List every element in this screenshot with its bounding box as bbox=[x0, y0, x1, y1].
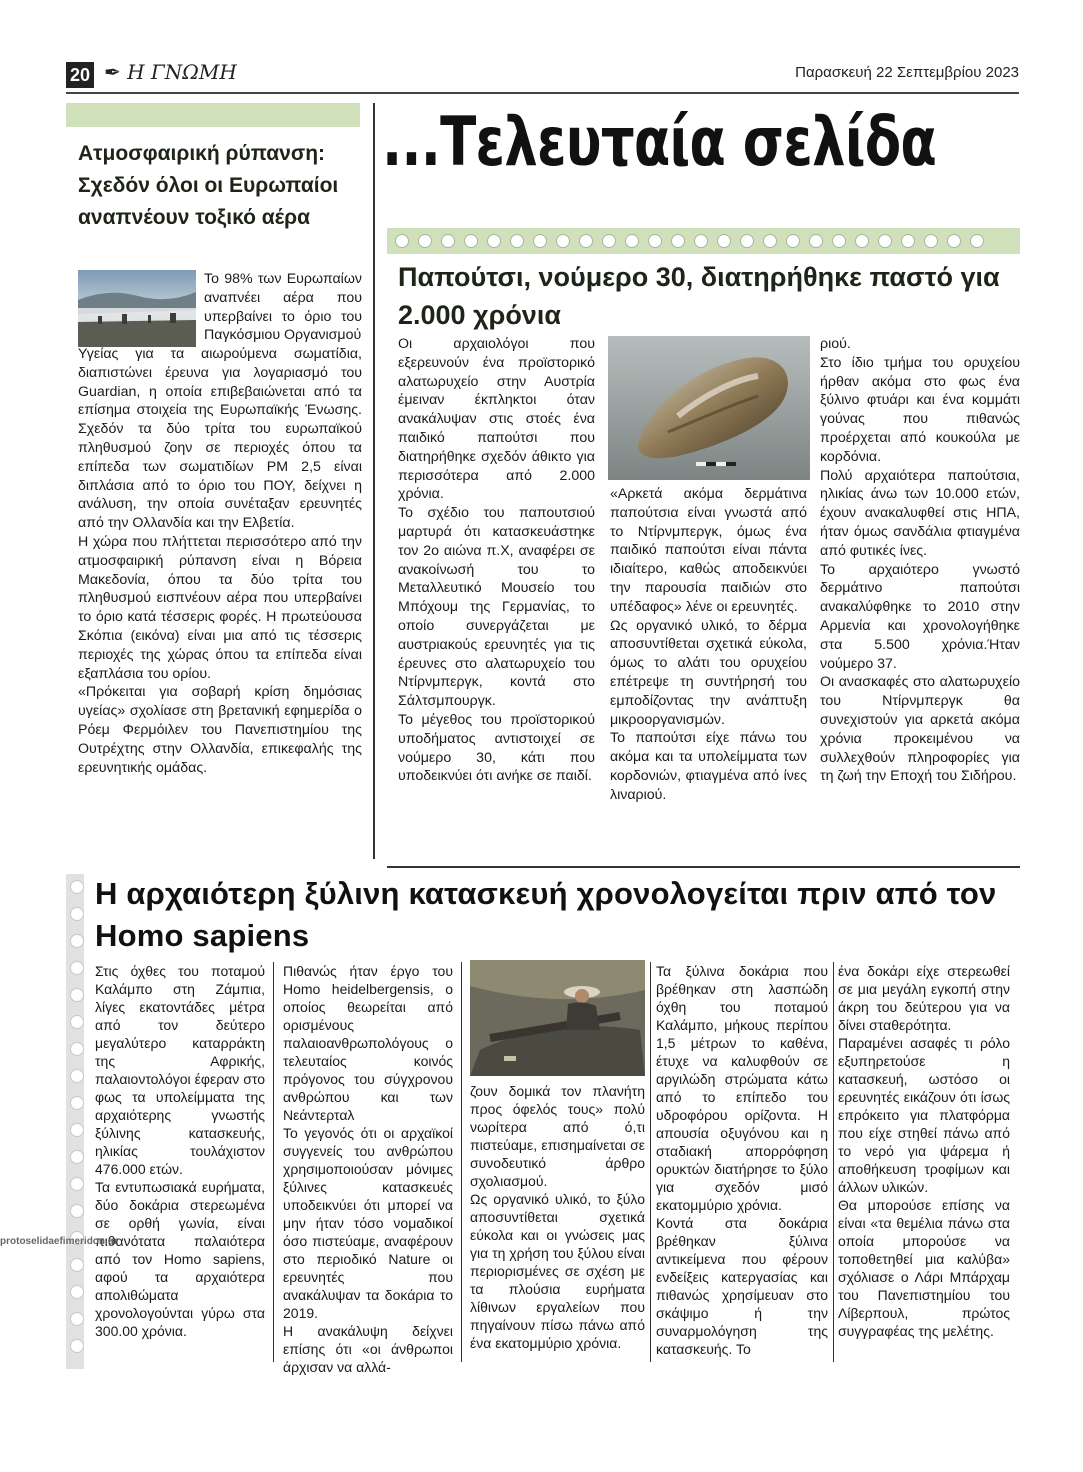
decorative-dot bbox=[70, 1150, 84, 1164]
decorative-dot bbox=[70, 1339, 84, 1353]
column-rule bbox=[273, 962, 274, 1362]
decorative-dot bbox=[901, 234, 915, 248]
city-smog-image bbox=[78, 270, 196, 347]
decorative-dot bbox=[947, 234, 961, 248]
decorative-dot bbox=[579, 234, 593, 248]
decorative-dot bbox=[70, 961, 84, 975]
article-left-body bbox=[78, 345, 362, 777]
decorative-dot bbox=[70, 1042, 84, 1056]
decorative-dot bbox=[441, 234, 455, 248]
decorative-dot bbox=[556, 234, 570, 248]
ancient-shoe-image bbox=[608, 336, 810, 480]
article-left-paragraph: Υγείας για τα αιωρούμενα σωματίδια, διαπιστώνει έρευνα για λογαριασμό του Guardian, η οποία επιβεβαιώνεται από τα επίσημα στοιχεία της Ευρωπαϊκής Ένωσης. Σχεδόν τα δύο τρίτα του ευρωπαϊκού πληθυσμού ζοην σε περιοχές όπου τα επίπεδα των σωματιδίων PM 2,5 είναι διπλάσια από το όριο του ΠΟΥ, δείχνει η ανάλυση, την οποία συνέταξαν ερευνητές από την Ολλανδία και την Ελβετία. bbox=[78, 346, 362, 532]
decorative-dot bbox=[878, 234, 892, 248]
column-rule bbox=[833, 962, 834, 1362]
decorative-dot bbox=[648, 234, 662, 248]
shoe-photo bbox=[608, 336, 810, 480]
article-left-paragraph: Η χώρα που πλήττεται περισσότερο από την ατμοσφαιρική ρύπανση είναι η Βόρεια Μακεδονία, όπου τα δύο τρίτα του πληθυσμού εισπνέουν αέρα που υπερβαίνει το όριο κατά τέσσερις φορές. Η πρωτεύουσα Σκόπια (εικόνα) είναι μια από τις τέσσερις περιοχές της χώρας όπου τα επίπεδα είναι εξαπλάσια του ορίου. bbox=[78, 533, 362, 682]
decorative-dot bbox=[832, 234, 846, 248]
decorative-dot-strip bbox=[66, 874, 84, 1369]
article-mid-paragraph: Οι ανασκαφές στο αλατωρυχείο του Ντίρνμπεργκ θα συνεχιστούν για αρκετά ακόμα χρόνια προκειμένου να συλλεχθούν πληροφορίες για τη ζωή την Εποχή του Σιδήρου. bbox=[820, 674, 1020, 785]
decorative-dot bbox=[70, 1312, 84, 1326]
newspaper-name: Η ΓΝΩΜΗ bbox=[127, 60, 237, 84]
decorative-dot bbox=[625, 234, 639, 248]
article-mid-paragraph: «Αρκετά ακόμα δερμάτινα παπούτσια είναι γνωστά από το Ντίρνμπεργκ, όμως ένα παιδικό παπούτσι είναι πάντα ιδιαίτερο, καθώς αποδεικνύει την παρουσία παιδιών στο υπέδαφος» λένε οι ερευνητές. bbox=[610, 486, 807, 615]
decorative-dot bbox=[464, 234, 478, 248]
article-mid-paragraph: Το παπούτσι είχε πάνω του ακόμα και τα υπολείμματα των κορδονιών, φτιαγμένα από ίνες λιναριού. bbox=[610, 730, 807, 803]
skopje-smog-photo bbox=[78, 270, 196, 347]
decorative-dot bbox=[671, 234, 685, 248]
decorative-dot bbox=[70, 880, 84, 894]
decorative-dot bbox=[533, 234, 547, 248]
excavation-photo bbox=[470, 960, 645, 1076]
decorative-dot bbox=[70, 907, 84, 921]
decorative-dot bbox=[763, 234, 777, 248]
decorative-dot bbox=[602, 234, 616, 248]
article-bottom-column-1: Στις όχθες του ποταμού Καλάμπο στη Ζάμπια, λίγες εκατοντάδες μέτρα από τον δεύτερο μεγαλύτερο καταρράκτη της Αφρικής, παλαιοντολόγοι έφεραν στο φως τα υπολείμματα της αρχαιότερης γνωστής ξύλινης κατασκευής, ηλικίας τουλάχιστον 476.000 ετών. Τα εντυπωσιακά ευρήματα, δύο δοκάρια στερεωμένα σε ορθή γωνία, είναι πιθανότατα παλαιότερα από τον Homo sapiens, αφού τα αρχαιότερα απολιθώματα χρονολογούνται γύρω στα 300.00 χρόνια. bbox=[95, 963, 265, 1339]
column-rule-left bbox=[373, 103, 375, 859]
decorative-dot bbox=[70, 1015, 84, 1029]
decorative-dot bbox=[70, 1204, 84, 1218]
decorative-dot bbox=[70, 1096, 84, 1110]
decorative-dot bbox=[70, 1123, 84, 1137]
watermark-text: protoselidaefimeridon.gr bbox=[0, 1236, 118, 1247]
decorative-dot bbox=[487, 234, 501, 248]
decorative-dot bbox=[924, 234, 938, 248]
decorative-dot bbox=[70, 1069, 84, 1083]
decorative-dot bbox=[786, 234, 800, 248]
article-mid-headline: Παπούτσι, νούμερο 30, διατηρήθηκε παστό για 2.000 χρόνια bbox=[398, 262, 1000, 330]
left-column-band bbox=[66, 103, 360, 127]
decorative-dot bbox=[855, 234, 869, 248]
decorative-dot bbox=[510, 234, 524, 248]
article-left-headline: Ατμοσφαιρική ρύπανση: Σχεδόν όλοι οι Ευρωπαίοι αναπνέουν τοξικό αέρα bbox=[78, 142, 339, 229]
article-mid-paragraph: Πολύ αρχαιότερα παπούτσια, ηλικίας άνω των 10.000 ετών, έχουν ανακαλυφθεί στις ΗΠΑ, ήταν όμως σανδάλια φτιαγμένα από φυτικές ίνες. bbox=[820, 467, 1020, 559]
decorative-dot bbox=[970, 234, 984, 248]
section-divider bbox=[387, 866, 1020, 868]
page-number: 20 bbox=[66, 62, 94, 88]
decorative-dot bbox=[395, 234, 409, 248]
decorative-dot bbox=[70, 988, 84, 1002]
article-mid-paragraph: Στο ίδιο τμήμα του ορυχείου ήρθαν ακόμα στο φως ένα ξύλινο φτυάρι και ένα κομμάτι γούνας που πιθανώς προέρχεται από κουκούλα με κορδόνια. bbox=[820, 354, 1020, 465]
decorative-dot bbox=[809, 234, 823, 248]
article-mid-paragraph: Το μέγεθος του προϊστορικού υποδήματος αντιστοιχεί σε νούμερο 30, κάτι που υποδεικνύει ότι ανήκε σε παιδί. bbox=[398, 711, 595, 785]
article-mid-column-2 bbox=[610, 485, 807, 805]
article-left-lead: Το 98% των Ευρωπαίων αναπνέει αέρα που υπερβαίνει το όριο του Παγκόσμιου Οργανισμού bbox=[204, 271, 362, 344]
article-bottom-column-2: Πιθανώς ήταν έργο του Homo heidelbergensis, ο οποίος θεωρείται από ορισμένους παλαιοανθρωπολόγους ο τελευταίος κοινός πρόγονος του σύγχρονου ανθρώπου και των Νεάντερταλ Το γεγονός ότι οι αρχαϊκοί συγγενείς του ανθρώπου χρησιμοποιούσαν μόνιμες ξύλινες κατασκευές υποδεικνύει ότι μπορεί να μην ήταν τόσο νομαδικοί όσο πιστεύαμε, αναφέρουν στο περιοδικό Nature οι ερευνητές που ανακάλυψαν τα δοκάρια το 2019. Η ανακάλυψη δείχνει επίσης ότι «οι άνθρωποι άρχισαν να αλλά- bbox=[283, 963, 453, 1375]
decorative-dot bbox=[717, 234, 731, 248]
archaeologist-image bbox=[470, 960, 645, 1076]
column-rule bbox=[650, 962, 651, 1362]
decorative-dot bbox=[70, 934, 84, 948]
decorative-dot bbox=[70, 1258, 84, 1272]
article-mid-paragraph: Το σχέδιο του παπουτσιού μαρτυρά ότι κατασκευάστηκε τον 2ο αιώνα π.Χ, αναφέρει σε ανακοίνωσή του το Μεταλλευτικό Μουσείο του Μπόχουμ της Γερμανίας, το οποίο συνεργάζεται με αυστριακούς ερευνητές για τις έρευνες στο αλατωρυχείο του Ντίρνμπεργκ, κοντά στο Σάλτσμπουργκ. bbox=[398, 505, 595, 710]
newspaper-logo bbox=[104, 60, 237, 84]
header-rule bbox=[66, 92, 1019, 94]
section-title: ...Τελευταία σελίδα bbox=[382, 103, 937, 182]
article-mid-paragraph: Οι αρχαιολόγοι που εξερευνούν ένα προϊστορικό αλατωρυχείο στην Αυστρία έμειναν έκπληκτοι όταν ανακάλυψαν στις στοές ένα παιδικό παπούτσι που διατηρήθηκε σχεδόν άθικτο για περισσότερα από 2.000 χρόνια. bbox=[398, 336, 595, 503]
decorative-dot-band bbox=[387, 228, 1020, 254]
article-mid-paragraph: ριού. bbox=[820, 336, 851, 352]
issue-date: Παρασκευή 22 Σεπτεμβρίου 2023 bbox=[795, 64, 1019, 81]
decorative-dot bbox=[418, 234, 432, 248]
article-bottom-column-5: ένα δοκάρι είχε στερεωθεί σε μια μεγάλη εγκοπή στην άκρη του δεύτερου για να δίνει σταθερότητα. Παραμένει ασαφές τι ρόλο εξυπηρετούσε η κατασκευή, ωστόσο οι ερευνητές εικάζουν ότι ίσως επρόκειτο για πλατφόρμα που είχε στηθεί πάνω από το νερό για ψάρεμα ή αποθήκευση τροφίμων και άλλων υλικών. Θα μπορούσε επίσης να είναι «τα θεμέλια πάνω στα οποία μπορούσε να τοποθετηθεί μια καλύβα» σχόλιασε ο Λάρι Μπάρχαμ του Πανεπιστημίου του Λίβερπουλ, πρώτος συγγραφέας της μελέτης. bbox=[838, 963, 1010, 1339]
quill-icon: ✒ bbox=[104, 60, 121, 84]
decorative-dot bbox=[694, 234, 708, 248]
article-mid-column-1 bbox=[398, 335, 595, 786]
article-left-paragraph: «Πρόκειται για σοβαρή κρίση δημόσιας υγείας» σχολίασε στη βρετανική εφημερίδα ο Ρόεμ Φερμόιλεν του Πανεπιστημίου της Ουτρέχτης στην Ολλανδία, επικεφαλής της ερευνητικής ομάδας. bbox=[78, 684, 362, 776]
decorative-dot bbox=[70, 1285, 84, 1299]
article-bottom-column-3: ζουν δομικά τον πλανήτη προς όφελός τους» πολύ νωρίτερα από ό,τι πιστεύαμε, επισημαίνεται σε συνοδευτικό άρθρο σχολιασμού. Ως οργανικό υλικό, το ξύλο αποσυντίθεται σχετικά εύκολα και οι γνώσεις μας για τη χρήση του ξύλου είναι περιορισμένες σε σχέση με τα πλούσια ευρήματα λίθινων εργαλείων που πηγαίνουν πίσω πάνω από ένα εκατομμύριο χρόνια. bbox=[470, 1083, 645, 1351]
column-rule bbox=[461, 962, 462, 1362]
decorative-dot bbox=[70, 1177, 84, 1191]
article-bottom-headline: Η αρχαιότερη ξύλινη κατασκευή χρονολογείται πριν από τον Homo sapiens bbox=[95, 876, 997, 953]
article-mid-paragraph: Το αρχαιότερο γνωστό δερμάτινο παπούτσι ανακαλύφθηκε το 2010 στην Αρμενία και χρονολογήθηκε στα 5.500 χρόνια.Ήταν νούμερο 37. bbox=[820, 561, 1020, 672]
article-mid-paragraph: Ως οργανικό υλικό, το δέρμα αποσυντίθεται σχετικά εύκολα, όμως το αλάτι του ορυχείου επέτρεψε τη συντήρησή του εμποδίζοντας την ανάπτυξη μικροοργανισμών. bbox=[610, 617, 807, 728]
article-mid-column-3 bbox=[820, 335, 1020, 786]
article-bottom-column-4: Τα ξύλινα δοκάρια που βρέθηκαν στη λασπώδη όχθη του ποταμού Καλάμπο, μήκους περίπου 1,5 μέτρων το καθένα, έτυχε να καλυφθούν σε αργιλώδη στρώματα κάτω από το επίπεδο του υδροφόρου ορίζοντα. Η απουσία οξυγόνου και η σταδιακή απορρόφηση ορυκτών διατήρησε το ξύλο για σχεδόν μισό εκατομμύριο χρόνια. Κοντά στα δοκάρια βρέθηκαν ξύλινα αντικείμενα που φέρουν ενδείξεις κατεργασίας και πιθανώς χρησίμευαν στο σκάψιμο ή την συναρμολόγηση της κατασκευής. Το bbox=[656, 963, 828, 1357]
decorative-dot bbox=[740, 234, 754, 248]
